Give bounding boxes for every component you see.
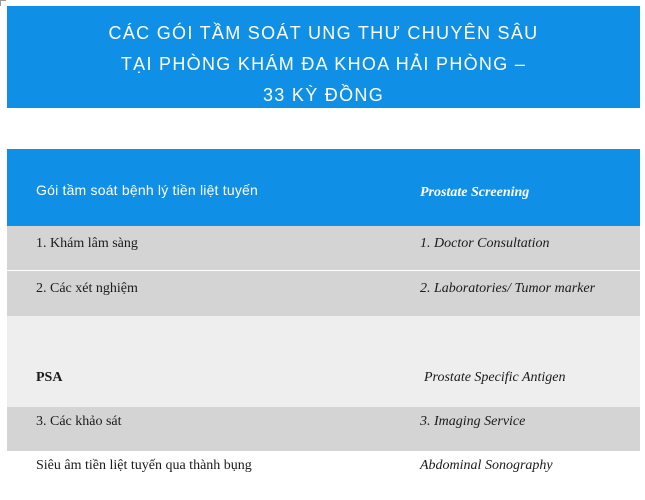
cell-en: 2. Laboratories/ Tumor marker (420, 281, 596, 296)
cell-vn: 2. Các xét nghiệm (36, 281, 138, 296)
banner-line-1: CÁC GÓI TẦM SOÁT UNG THƯ CHUYÊN SÂU (108, 23, 539, 43)
title-banner (7, 6, 640, 108)
cell-vn: 1. Khám lâm sàng (36, 236, 138, 251)
cell-vn: PSA (36, 370, 63, 385)
header-col-en: Prostate Screening (420, 185, 530, 200)
header-col-vn: Gói tầm soát bệnh lý tiền liệt tuyến (36, 182, 258, 198)
cell-vn: Siêu âm tiền liệt tuyến qua thành bụng (36, 458, 252, 473)
screening-table (7, 149, 640, 497)
cell-en: 1. Doctor Consultation (420, 236, 550, 251)
banner-line-3: 33 KỲ ĐỒNG (262, 85, 385, 105)
table-row (7, 407, 640, 451)
cell-en: 3. Imaging Service (420, 414, 526, 429)
cell-en: Abdominal Sonography (420, 458, 553, 473)
table-row (7, 270, 640, 316)
table-row (7, 451, 640, 497)
corner-mark (0, 0, 6, 6)
table-row (7, 226, 640, 270)
table-row (7, 316, 640, 407)
table-header-row (7, 149, 640, 226)
banner-line-2: TẠI PHÒNG KHÁM ĐA KHOA HẢI PHÒNG – (120, 54, 527, 74)
cell-vn: 3. Các khảo sát (36, 414, 122, 429)
cell-en: Prostate Specific Antigen (424, 370, 566, 385)
